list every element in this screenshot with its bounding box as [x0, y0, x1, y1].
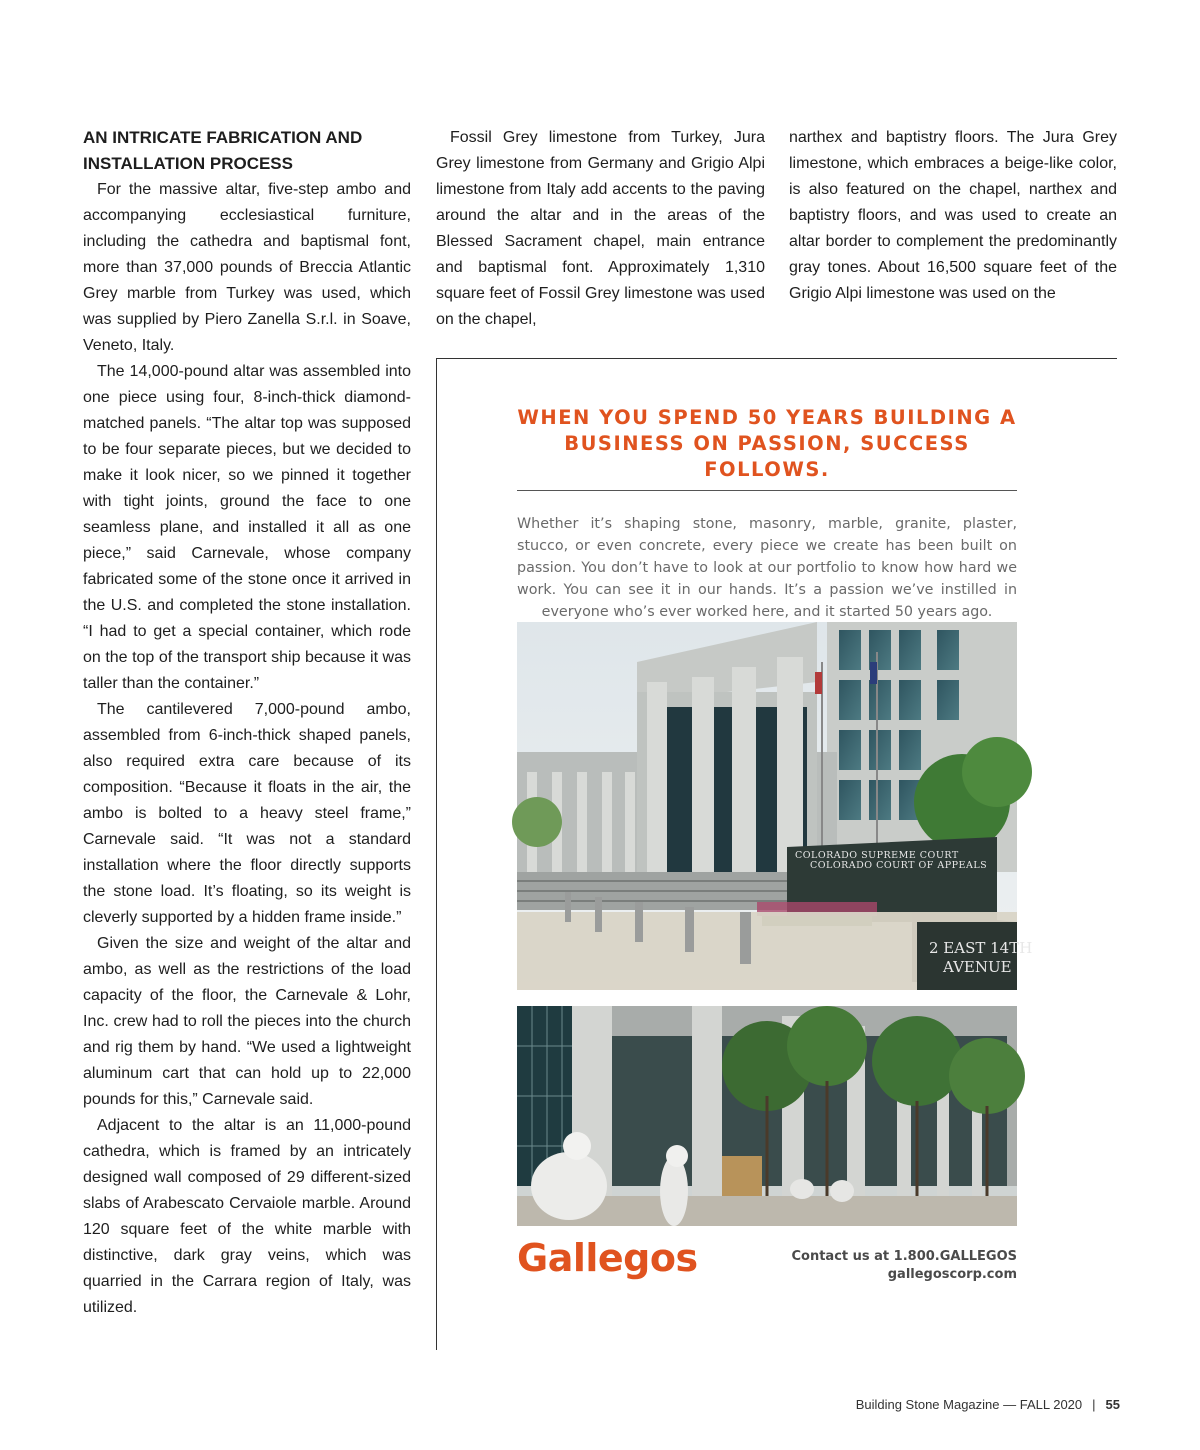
address-line-1: 2 EAST 14TH	[929, 939, 1033, 957]
ad-body-text: Whether it’s shaping stone, masonry, marble, granite, plaster, stucco, or even concrete, every piece we create has been built on passion. You don’t have to look at our portfolio to know how hard we work. You can see it in our hands. It’s a passion we’ve instilled in everyone who’s ever worked here, and it started 50 years ago.	[517, 516, 1017, 620]
section-heading: AN INTRICATE FABRICATION AND INSTALLATION PROCESS	[83, 128, 363, 173]
paragraph: For the massive altar, five-step ambo and accompanying ecclesiastical furniture, including the cathedra and baptismal font, more than 37,000 pounds of Breccia Atlantic Grey marble from Turkey was used, which was supplied by Piero Zanella S.r.l. in Soave, Veneto, Italy.	[83, 181, 411, 354]
paragraph: The 14,000-pound altar was assembled into one piece using four, 8-inch-thick diamond-matched panels. “The altar top was supposed to be four separate pieces, but we decided to make it look nicer, so we pinned it together with tight joints, ground the face to one seamless plane, and installed it all as one piece,” said Carnevale, whose company fabricated some of the stone once it arrived in the U.S. and completed the stone installation. “I had to get a special container, which rode on the top of the transport ship because it was taller than the container.”	[83, 363, 411, 692]
contact-info	[791, 1248, 1017, 1284]
sign-text-line-2: COLORADO COURT OF APPEALS	[810, 860, 988, 871]
paragraph: The cantilevered 7,000-pound ambo, assembled from 6-inch-thick shaped panels, also required extra care because of its composition. “Because it floats in the air, the ambo is bolted to a heavy steel frame,” Carnevale said. “It was not a standard installation where the floor directly supports the stone load. It’s floating, so its weight is cleverly supported by a hidden frame inside.”	[83, 701, 411, 926]
footer-separator: |	[1092, 1397, 1096, 1412]
court-building-photo	[517, 622, 1033, 990]
article-column-1	[83, 125, 411, 1321]
page-footer	[856, 1397, 1120, 1412]
article-column-3	[789, 125, 1117, 307]
ad-border-left	[436, 358, 437, 1350]
ad-headline-line-1: WHEN YOU SPEND 50 YEARS BUILDING A	[517, 406, 1017, 429]
magazine-issue: Building Stone Magazine — FALL 2020	[855, 1397, 1083, 1412]
address-line-2: AVENUE	[943, 958, 1012, 976]
advertisement	[517, 405, 1017, 623]
sign-text-line-1: COLORADO SUPREME COURT	[795, 850, 959, 861]
paragraph: Adjacent to the altar is an 11,000-pound cathedra, which is framed by an intricately designed wall composed of 29 different-sized slabs of Arabescato Cervaiole marble. Around 120 square feet of the white marble with distinctive, dark gray veins, which was quarried in the Carrara region of Italy, was utilized.	[83, 1117, 411, 1316]
article-column-2	[436, 125, 765, 333]
paragraph: narthex and baptistry floors. The Jura Grey limestone, which embraces a beige-like color, is also featured on the chapel, narthex and baptistry floors, and was used to create an altar border to complement the predominantly gray tones. About 16,500 square feet of the Grigio Alpi limestone was used on the	[789, 129, 1117, 302]
ad-divider	[517, 490, 1017, 491]
ad-headline-line-2: BUSINESS ON PASSION, SUCCESS FOLLOWS.	[564, 432, 970, 481]
contact-phone: Contact us at 1.800.GALLEGOS	[791, 1249, 1017, 1264]
gallegos-logo: Gallegos	[517, 1236, 698, 1280]
paragraph: Given the size and weight of the altar and ambo, as well as the restrictions of the load capacity of the floor, the Carnevale & Lohr, Inc. crew had to roll the pieces into the church and rig them by hand. “We used a lightweight aluminum cart that can hold up to 22,000 pounds for this,” Carnevale said.	[83, 935, 411, 1108]
contact-website: gallegoscorp.com	[887, 1267, 1017, 1282]
paragraph: Fossil Grey limestone from Turkey, Jura Grey limestone from Germany and Grigio Alpi limestone from Italy add accents to the paving around the altar and in the areas of the Blessed Sacrament chapel, main entrance and baptismal font. Approximately 1,310 square feet of Fossil Grey limestone was used on the chapel,	[436, 129, 765, 328]
page-number: 55	[1105, 1397, 1120, 1412]
ad-border-top	[436, 358, 1117, 359]
colonnade-photo	[517, 1006, 1017, 1226]
